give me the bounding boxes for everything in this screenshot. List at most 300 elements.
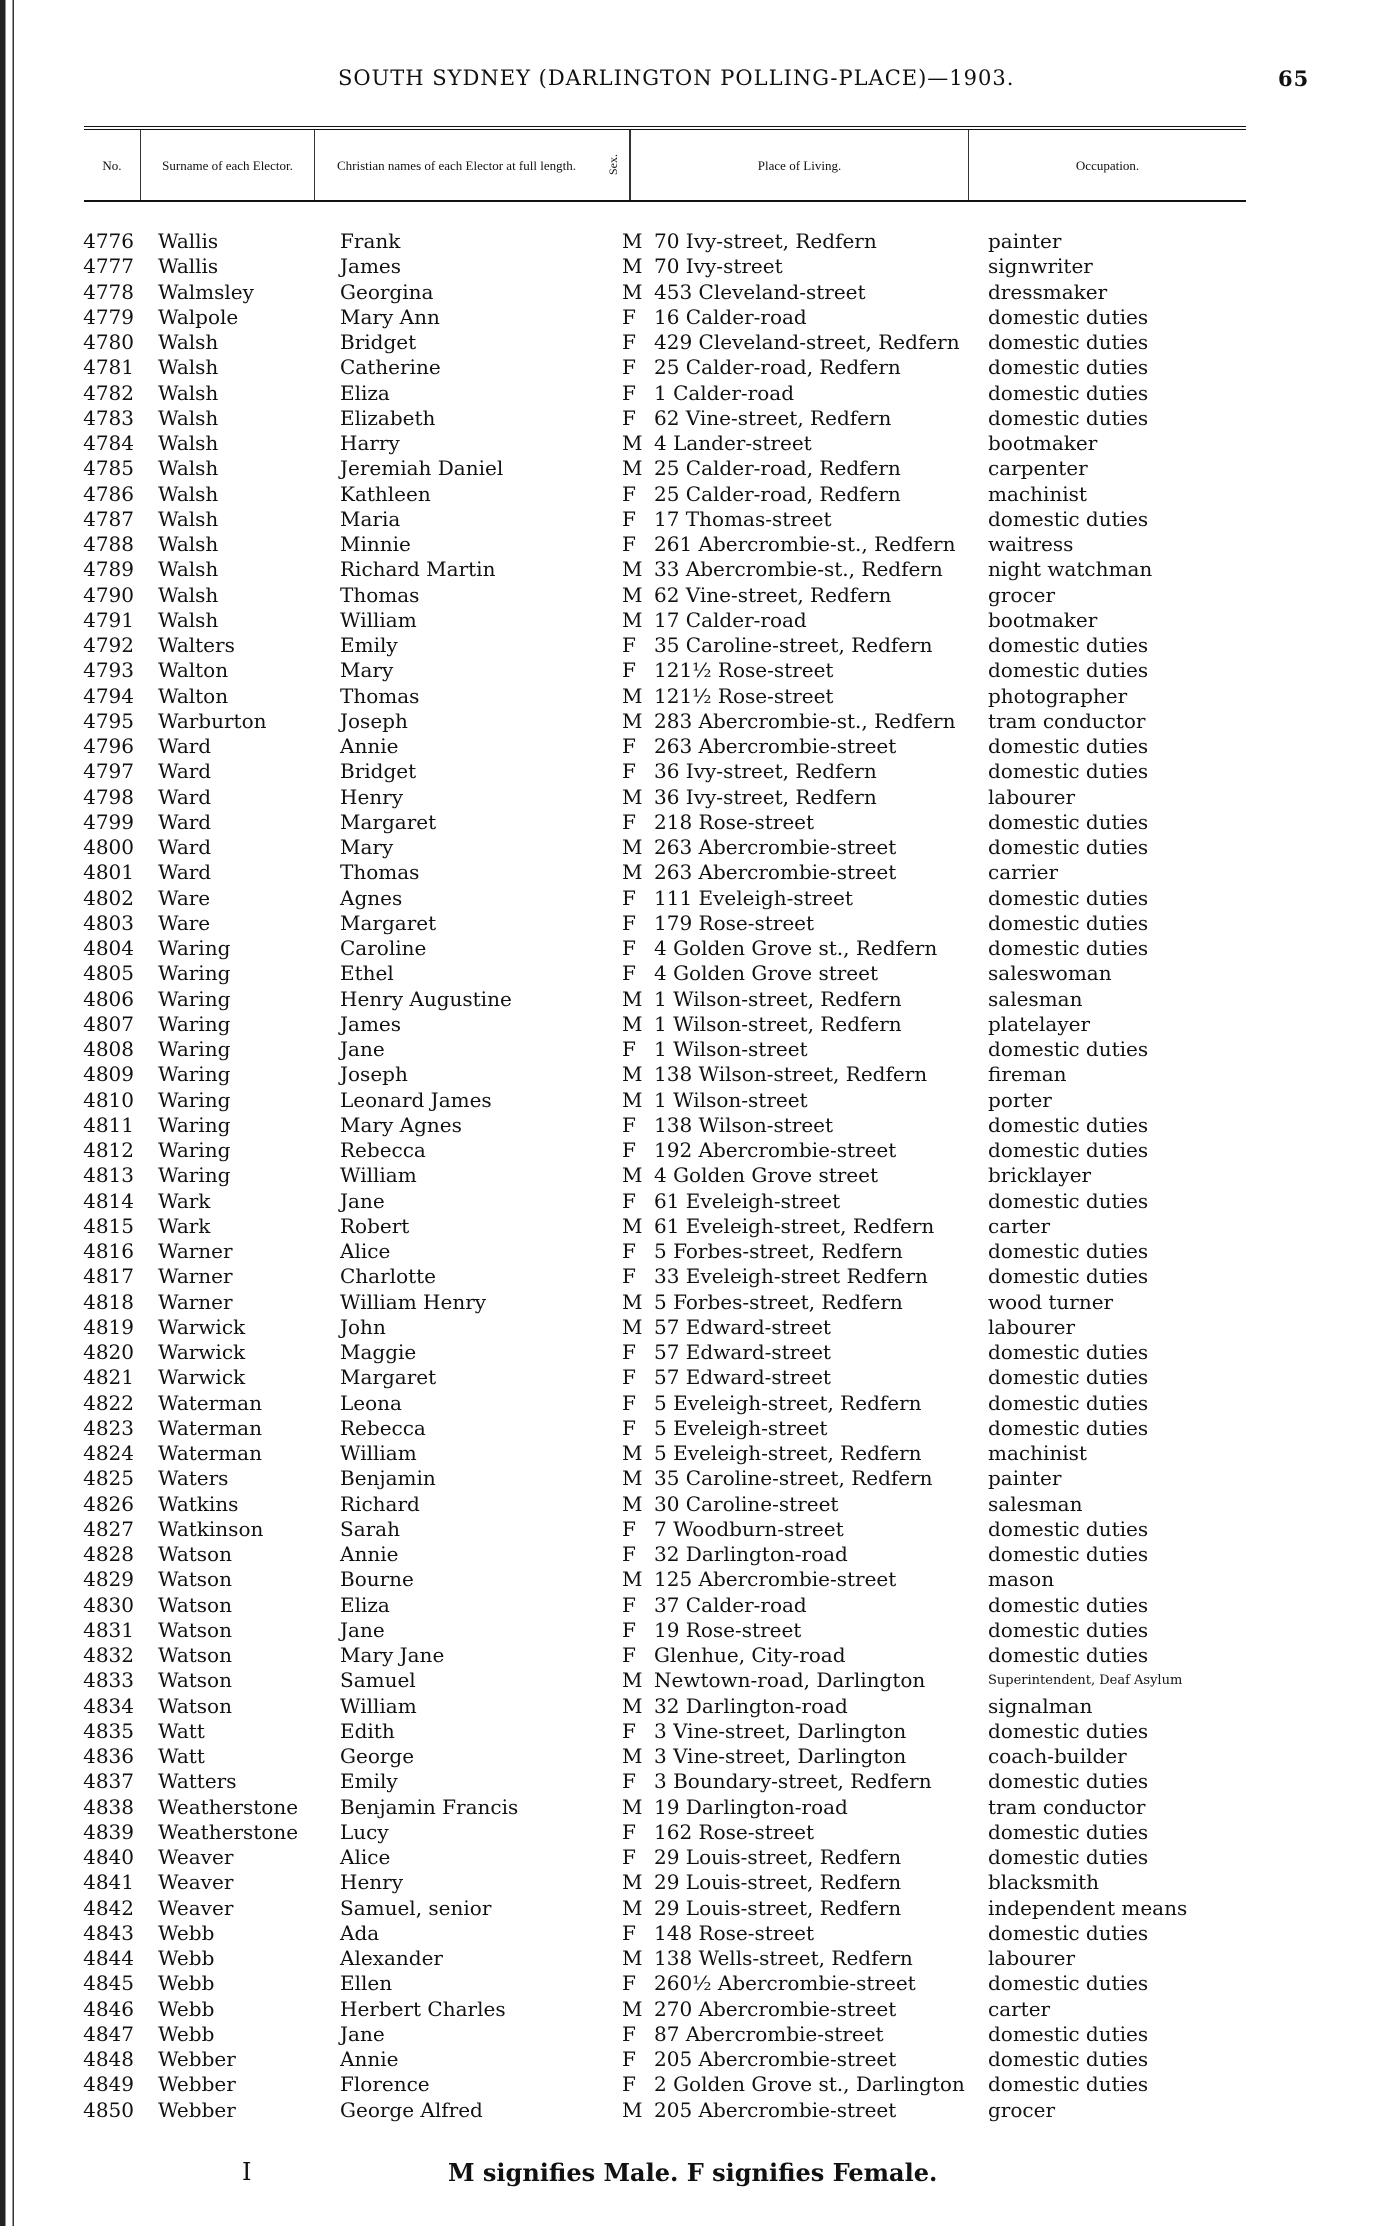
row-christian-names: Rebecca	[340, 1138, 426, 1162]
col-header-surname: Surname of each Elector.	[140, 130, 314, 200]
row-sex: F	[622, 1138, 636, 1162]
row-number: 4827	[83, 1516, 134, 1541]
table-row	[0, 1062, 1382, 1087]
table-row	[0, 810, 1382, 835]
row-place-of-living: 260½ Abercrombie-street	[654, 1971, 916, 1996]
row-sex: M	[622, 1163, 643, 1188]
table-row	[0, 355, 1382, 380]
row-christian-names: Sarah	[340, 1516, 400, 1541]
row-place-of-living: 148 Rose-street	[654, 1920, 815, 1945]
row-place-of-living: 35 Caroline-street, Redfern	[654, 1466, 933, 1491]
table-row	[0, 1113, 1382, 1138]
row-surname: Watson	[158, 1668, 232, 1693]
row-occupation: domestic duties	[988, 1516, 1149, 1541]
row-surname: Warwick	[158, 1340, 246, 1364]
column-header-row	[84, 126, 1246, 202]
row-sex: M	[622, 254, 643, 279]
row-christian-names: Georgina	[340, 279, 434, 304]
table-row	[0, 280, 1382, 305]
row-place-of-living: 1 Wilson-street, Redfern	[654, 1011, 902, 1036]
row-number: 4789	[83, 557, 134, 582]
row-sex: F	[622, 2021, 636, 2046]
row-sex: M	[622, 1062, 643, 1087]
table-row	[0, 1971, 1382, 1996]
table-row	[0, 305, 1382, 330]
row-place-of-living: 263 Abercrombie-street	[654, 835, 897, 859]
row-place-of-living: 2 Golden Grove st., Darlington	[654, 2072, 965, 2097]
row-sex: F	[622, 1239, 636, 1263]
row-christian-names: John	[340, 1314, 386, 1339]
row-christian-names: Joseph	[340, 1062, 408, 1087]
row-surname: Ward	[158, 809, 212, 834]
row-occupation: carter	[988, 1213, 1051, 1238]
row-sex: F	[622, 1718, 636, 1743]
page-header	[0, 66, 1382, 96]
row-place-of-living: 5 Eveleigh-street, Redfern	[654, 1441, 922, 1465]
row-occupation: signwriter	[988, 254, 1093, 279]
row-occupation: grocer	[988, 582, 1056, 607]
row-christian-names: Annie	[340, 2047, 399, 2071]
row-occupation: domestic duties	[988, 809, 1149, 834]
row-surname: Warburton	[158, 708, 267, 733]
row-number: 4801	[83, 860, 134, 885]
row-christian-names: Richard	[340, 1491, 420, 1516]
table-row	[0, 456, 1382, 481]
row-occupation: waitress	[988, 532, 1074, 556]
row-occupation: domestic duties	[988, 1188, 1149, 1213]
row-surname: Walsh	[158, 405, 219, 430]
row-number: 4790	[83, 582, 134, 607]
row-sex: M	[622, 557, 643, 582]
row-place-of-living: 62 Vine-street, Redfern	[654, 405, 892, 430]
row-sex: M	[622, 607, 643, 632]
row-sex: F	[622, 1617, 636, 1642]
row-christian-names: Joseph	[340, 708, 408, 733]
row-sex: M	[622, 1491, 643, 1516]
row-number: 4810	[83, 1087, 134, 1112]
table-row	[0, 2022, 1382, 2047]
row-place-of-living: 57 Edward-street	[654, 1314, 831, 1339]
row-number: 4828	[83, 1542, 134, 1566]
row-surname: Walsh	[158, 330, 219, 354]
row-number: 4808	[83, 1037, 134, 1061]
row-occupation: domestic duties	[988, 506, 1149, 531]
row-number: 4817	[83, 1264, 134, 1289]
row-surname: Warwick	[158, 1314, 246, 1339]
row-sex: F	[622, 1819, 636, 1844]
row-surname: Webb	[158, 1946, 215, 1970]
row-sex: M	[622, 860, 643, 885]
row-surname: Waterman	[158, 1415, 262, 1440]
row-christian-names: Herbert Charles	[340, 1996, 506, 2021]
row-place-of-living: 205 Abercrombie-street	[654, 2097, 897, 2122]
row-occupation: domestic duties	[988, 1769, 1149, 1794]
row-christian-names: Ada	[340, 1920, 380, 1945]
row-christian-names: Robert	[340, 1213, 410, 1238]
row-place-of-living: 261 Abercrombie-st., Redfern	[654, 532, 956, 556]
row-occupation: carrier	[988, 860, 1059, 885]
row-sex: F	[622, 910, 636, 935]
row-number: 4776	[83, 229, 134, 253]
table-row	[0, 1315, 1382, 1340]
row-christian-names: Ellen	[340, 1971, 393, 1996]
table-row	[0, 1416, 1382, 1441]
row-place-of-living: 453 Cleveland-street	[654, 279, 866, 304]
row-number: 4784	[83, 431, 134, 455]
row-number: 4791	[83, 607, 134, 632]
table-row	[0, 1264, 1382, 1289]
row-sex: M	[622, 1087, 643, 1112]
row-place-of-living: 192 Abercrombie-street	[654, 1138, 897, 1162]
row-occupation: dressmaker	[988, 279, 1108, 304]
row-occupation: domestic duties	[988, 658, 1149, 683]
row-sex: F	[622, 2047, 636, 2071]
row-surname: Walton	[158, 683, 229, 708]
table-row	[0, 1668, 1382, 1693]
row-christian-names: Florence	[340, 2072, 430, 2097]
row-surname: Waring	[158, 1011, 231, 1036]
row-place-of-living: 138 Wells-street, Redfern	[654, 1946, 913, 1970]
row-occupation: domestic duties	[988, 1239, 1149, 1263]
row-occupation: mason	[988, 1567, 1055, 1592]
table-row	[0, 1012, 1382, 1037]
row-occupation: domestic duties	[988, 330, 1149, 354]
row-sex: F	[622, 633, 636, 657]
row-sex: F	[622, 532, 636, 556]
table-row	[0, 1694, 1382, 1719]
row-sex: F	[622, 759, 636, 784]
row-number: 4795	[83, 708, 134, 733]
row-place-of-living: 29 Louis-street, Redfern	[654, 1870, 902, 1895]
row-number: 4830	[83, 1592, 134, 1617]
row-christian-names: Elizabeth	[340, 405, 436, 430]
row-surname: Weaver	[158, 1845, 234, 1869]
row-place-of-living: 4 Golden Grove st., Redfern	[654, 936, 938, 960]
row-sex: F	[622, 380, 636, 405]
row-number: 4837	[83, 1769, 134, 1794]
table-row	[0, 860, 1382, 885]
row-number: 4797	[83, 759, 134, 784]
row-place-of-living: 218 Rose-street	[654, 809, 815, 834]
row-surname: Walmsley	[158, 279, 254, 304]
row-sex: M	[622, 456, 643, 481]
table-row	[0, 1643, 1382, 1668]
row-number: 4809	[83, 1062, 134, 1087]
sex-legend: M signifies Male. F signifies Female.	[448, 2158, 938, 2187]
table-row	[0, 1163, 1382, 1188]
row-surname: Watkins	[158, 1491, 239, 1516]
row-number: 4812	[83, 1138, 134, 1162]
table-row	[0, 1593, 1382, 1618]
col-header-sex: Sex.	[598, 130, 630, 200]
row-place-of-living: 283 Abercrombie-st., Redfern	[654, 708, 956, 733]
table-row	[0, 1795, 1382, 1820]
table-row	[0, 785, 1382, 810]
row-place-of-living: 138 Wilson-street, Redfern	[654, 1062, 928, 1087]
row-place-of-living: 5 Eveleigh-street	[654, 1415, 828, 1440]
row-christian-names: Kathleen	[340, 481, 431, 506]
row-christian-names: Henry	[340, 784, 404, 809]
table-row	[0, 2047, 1382, 2072]
row-place-of-living: 30 Caroline-street	[654, 1491, 839, 1516]
row-number: 4844	[83, 1946, 134, 1970]
row-number: 4783	[83, 405, 134, 430]
row-sex: F	[622, 885, 636, 910]
row-place-of-living: 4 Golden Grove street	[654, 1163, 879, 1188]
row-occupation: domestic duties	[988, 405, 1149, 430]
row-sex: M	[622, 1693, 643, 1718]
row-surname: Watt	[158, 1744, 205, 1768]
row-christian-names: George	[340, 1744, 415, 1768]
row-occupation: carter	[988, 1996, 1051, 2021]
row-number: 4806	[83, 986, 134, 1011]
row-occupation: domestic duties	[988, 910, 1149, 935]
row-christian-names: Caroline	[340, 936, 427, 960]
row-sex: F	[622, 1769, 636, 1794]
row-surname: Watson	[158, 1643, 232, 1667]
row-surname: Ware	[158, 885, 211, 910]
table-row	[0, 254, 1382, 279]
row-christian-names: Margaret	[340, 910, 437, 935]
table-row	[0, 1189, 1382, 1214]
row-occupation: domestic duties	[988, 1920, 1149, 1945]
row-surname: Weatherstone	[158, 1794, 299, 1819]
row-christian-names: Margaret	[340, 809, 437, 834]
row-surname: Ward	[158, 759, 212, 784]
row-sex: F	[622, 1037, 636, 1061]
row-surname: Waters	[158, 1466, 229, 1491]
row-place-of-living: 61 Eveleigh-street, Redfern	[654, 1213, 935, 1238]
row-number: 4781	[83, 355, 134, 380]
row-number: 4836	[83, 1744, 134, 1768]
row-occupation: domestic duties	[988, 2047, 1149, 2071]
row-place-of-living: 205 Abercrombie-street	[654, 2047, 897, 2071]
row-number: 4833	[83, 1668, 134, 1693]
row-sex: M	[622, 1289, 643, 1314]
row-place-of-living: 32 Darlington-road	[654, 1693, 848, 1718]
row-surname: Wallis	[158, 229, 219, 253]
row-surname: Watson	[158, 1617, 232, 1642]
table-row	[0, 229, 1382, 254]
row-occupation: signalman	[988, 1693, 1093, 1718]
row-christian-names: Jane	[340, 1188, 385, 1213]
row-number: 4802	[83, 885, 134, 910]
row-surname: Watters	[158, 1769, 237, 1794]
row-surname: Walsh	[158, 506, 219, 531]
row-number: 4849	[83, 2072, 134, 2097]
row-surname: Warner	[158, 1289, 233, 1314]
row-number: 4832	[83, 1643, 134, 1667]
row-surname: Walton	[158, 658, 229, 683]
table-row	[0, 684, 1382, 709]
row-surname: Watson	[158, 1542, 232, 1566]
row-occupation: domestic duties	[988, 734, 1149, 758]
row-number: 4777	[83, 254, 134, 279]
row-number: 4840	[83, 1845, 134, 1869]
row-place-of-living: 33 Abercrombie-st., Redfern	[654, 557, 943, 582]
table-row	[0, 1290, 1382, 1315]
row-sex: M	[622, 582, 643, 607]
row-surname: Waring	[158, 1087, 231, 1112]
table-row	[0, 1870, 1382, 1895]
row-occupation: domestic duties	[988, 1037, 1149, 1061]
row-number: 4796	[83, 734, 134, 758]
row-place-of-living: 5 Eveleigh-street, Redfern	[654, 1390, 922, 1415]
row-christian-names: Charlotte	[340, 1264, 437, 1289]
row-occupation: domestic duties	[988, 835, 1149, 859]
table-row	[0, 1921, 1382, 1946]
table-row	[0, 1744, 1382, 1769]
row-place-of-living: 33 Eveleigh-street Redfern	[654, 1264, 928, 1289]
row-number: 4792	[83, 633, 134, 657]
row-occupation: domestic duties	[988, 1365, 1149, 1390]
row-sex: F	[622, 1365, 636, 1390]
table-row	[0, 886, 1382, 911]
row-number: 4850	[83, 2097, 134, 2122]
table-row	[0, 1214, 1382, 1239]
row-christian-names: Leona	[340, 1390, 402, 1415]
row-occupation: carpenter	[988, 456, 1088, 481]
table-row	[0, 835, 1382, 860]
row-sex: F	[622, 1592, 636, 1617]
row-number: 4818	[83, 1289, 134, 1314]
row-sex: F	[622, 961, 636, 986]
row-place-of-living: 7 Woodburn-street	[654, 1516, 844, 1541]
row-sex: M	[622, 431, 643, 455]
row-occupation: domestic duties	[988, 1138, 1149, 1162]
row-christian-names: Eliza	[340, 380, 390, 405]
row-christian-names: Harry	[340, 431, 400, 455]
table-row	[0, 1517, 1382, 1542]
row-christian-names: Mary	[340, 835, 394, 859]
row-occupation: bootmaker	[988, 431, 1098, 455]
row-occupation: machinist	[988, 481, 1087, 506]
row-christian-names: George Alfred	[340, 2097, 483, 2122]
row-occupation: blacksmith	[988, 1870, 1099, 1895]
row-number: 4819	[83, 1314, 134, 1339]
row-occupation: domestic duties	[988, 1819, 1149, 1844]
row-christian-names: Mary Jane	[340, 1643, 445, 1667]
row-place-of-living: 3 Vine-street, Darlington	[654, 1718, 907, 1743]
row-surname: Walpole	[158, 304, 239, 329]
table-row	[0, 1896, 1382, 1921]
row-sex: M	[622, 1466, 643, 1491]
row-sex: M	[622, 1314, 643, 1339]
row-sex: F	[622, 405, 636, 430]
row-place-of-living: 1 Calder-road	[654, 380, 794, 405]
row-sex: M	[622, 784, 643, 809]
row-occupation: domestic duties	[988, 380, 1149, 405]
row-christian-names: Samuel, senior	[340, 1895, 492, 1920]
table-row	[0, 482, 1382, 507]
row-place-of-living: 1 Wilson-street, Redfern	[654, 986, 902, 1011]
row-surname: Waring	[158, 961, 231, 986]
row-place-of-living: 3 Boundary-street, Redfern	[654, 1769, 932, 1794]
row-sex: F	[622, 936, 636, 960]
table-row	[0, 709, 1382, 734]
row-occupation: porter	[988, 1087, 1052, 1112]
row-christian-names: Maria	[340, 506, 401, 531]
table-row	[0, 658, 1382, 683]
row-surname: Waring	[158, 936, 231, 960]
row-christian-names: Jane	[340, 1617, 385, 1642]
row-number: 4825	[83, 1466, 134, 1491]
table-row	[0, 1340, 1382, 1365]
row-sex: M	[622, 1744, 643, 1768]
table-row	[0, 532, 1382, 557]
row-sex: F	[622, 330, 636, 354]
row-occupation: machinist	[988, 1441, 1087, 1465]
row-sex: F	[622, 1516, 636, 1541]
row-place-of-living: 4 Golden Grove street	[654, 961, 879, 986]
row-surname: Waterman	[158, 1390, 262, 1415]
table-row	[0, 2098, 1382, 2123]
row-place-of-living: 1 Wilson-street	[654, 1087, 808, 1112]
row-number: 4805	[83, 961, 134, 986]
row-surname: Ward	[158, 734, 212, 758]
col-header-no: No.	[102, 157, 122, 173]
row-place-of-living: 57 Edward-street	[654, 1365, 831, 1390]
row-occupation: domestic duties	[988, 885, 1149, 910]
table-row	[0, 1567, 1382, 1592]
row-occupation: saleswoman	[988, 961, 1112, 986]
row-number: 4842	[83, 1895, 134, 1920]
row-sex: F	[622, 658, 636, 683]
table-row	[0, 1391, 1382, 1416]
row-sex: F	[622, 1643, 636, 1667]
row-occupation: painter	[988, 229, 1062, 253]
row-sex: F	[622, 1390, 636, 1415]
row-surname: Webber	[158, 2072, 236, 2097]
row-surname: Weatherstone	[158, 1819, 299, 1844]
row-surname: Walters	[158, 633, 235, 657]
row-christian-names: William	[340, 607, 417, 632]
row-place-of-living: 1 Wilson-street	[654, 1037, 808, 1061]
row-number: 4814	[83, 1188, 134, 1213]
table-row	[0, 406, 1382, 431]
row-sex: F	[622, 506, 636, 531]
table-row	[0, 734, 1382, 759]
row-place-of-living: 5 Forbes-street, Redfern	[654, 1239, 903, 1263]
row-place-of-living: 37 Calder-road	[654, 1592, 807, 1617]
row-occupation: domestic duties	[988, 1264, 1149, 1289]
table-row	[0, 911, 1382, 936]
row-number: 4816	[83, 1239, 134, 1263]
row-surname: Webb	[158, 1996, 215, 2021]
row-place-of-living: 25 Calder-road, Redfern	[654, 355, 901, 380]
row-christian-names: Bridget	[340, 759, 417, 784]
row-christian-names: Richard Martin	[340, 557, 496, 582]
row-number: 4846	[83, 1996, 134, 2021]
row-occupation: grocer	[988, 2097, 1056, 2122]
row-occupation: domestic duties	[988, 355, 1149, 380]
row-occupation: bootmaker	[988, 607, 1098, 632]
row-christian-names: Alice	[340, 1239, 391, 1263]
row-place-of-living: 36 Ivy-street, Redfern	[654, 759, 877, 784]
row-surname: Walsh	[158, 557, 219, 582]
row-occupation: painter	[988, 1466, 1062, 1491]
row-sex: F	[622, 1920, 636, 1945]
table-row	[0, 1946, 1382, 1971]
table-row	[0, 1820, 1382, 1845]
row-occupation: labourer	[988, 784, 1076, 809]
table-row	[0, 1138, 1382, 1163]
row-christian-names: Annie	[340, 734, 399, 758]
table-row	[0, 557, 1382, 582]
row-christian-names: Henry	[340, 1870, 404, 1895]
row-place-of-living: 25 Calder-road, Redfern	[654, 456, 901, 481]
table-row	[0, 1542, 1382, 1567]
